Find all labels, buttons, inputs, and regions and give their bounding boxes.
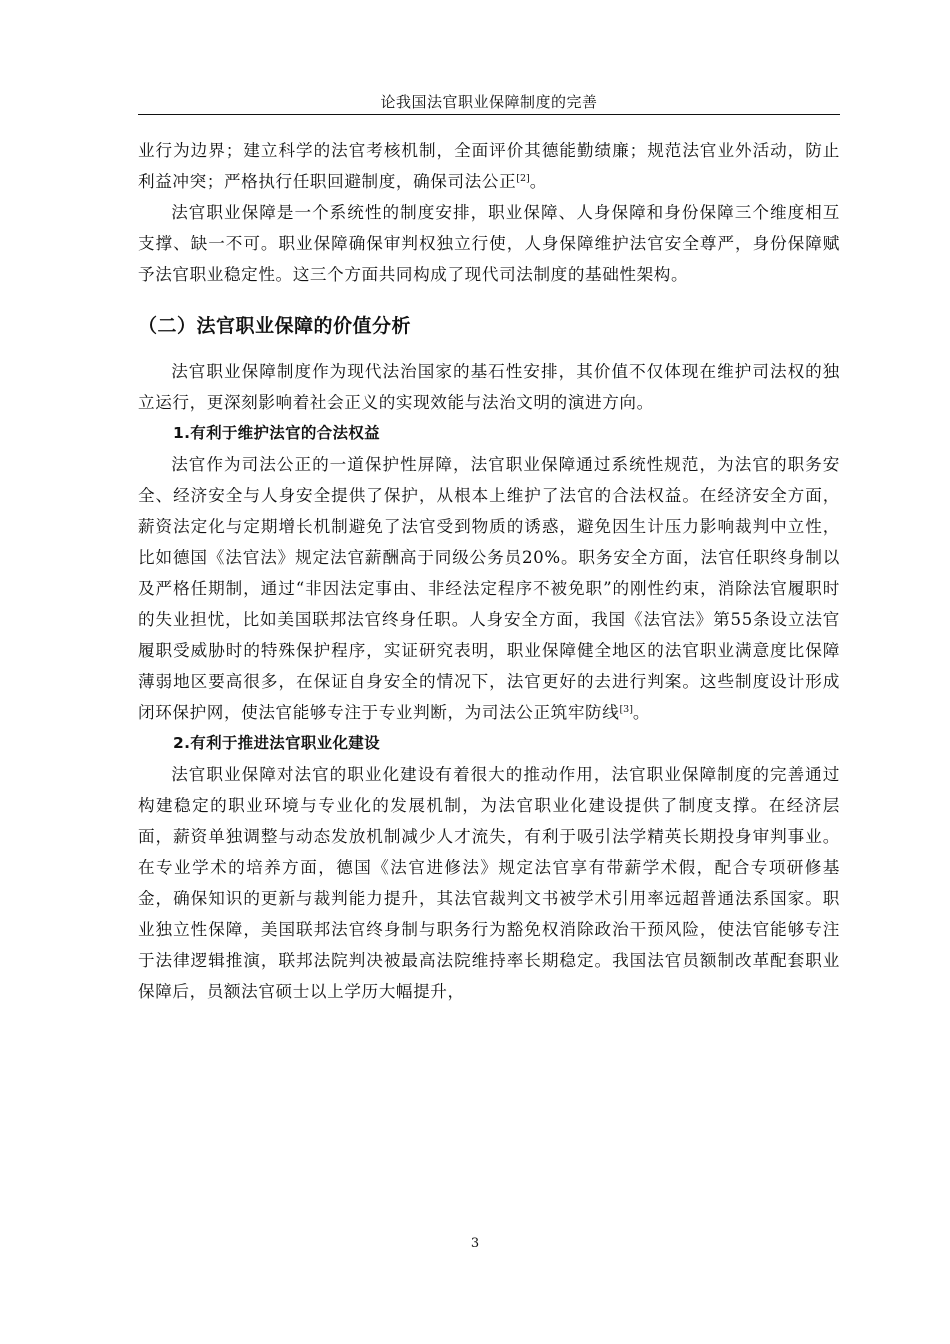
- paragraph-intro: 法官职业保障制度作为现代法治国家的基石性安排，其价值不仅体现在维护司法权的独立运行，更深刻影响着社会正义的实现效能与法治文明的演进方向。: [138, 362, 840, 412]
- section-heading: （二）法官职业保障的价值分析: [138, 315, 412, 337]
- subsection-heading-2: 2.有利于推进法官职业化建设: [173, 734, 380, 752]
- paragraph-rights: [138, 449, 840, 728]
- paragraph-professionalization: 法官职业保障对法官的职业化建设有着很大的推动作用，法官职业保障制度的完善通过构建稳定的职业环境与专业化的发展机制，为法官职业化建设提供了制度支撑。在经济层面，薪资单独调整与动态发放机制减少人才流失，有利于吸引法学精英长期投身审判事业。在专业学术的培养方面，德国《法官进修法》规定法官享有带薪学术假，配合专项研修基金，确保知识的更新与裁判能力提升，其法官裁判文书被学术引用率远超普通法系国家。职业独立性保障，美国联邦法官终身制与职务行为豁免权消除政治干预风险，使法官能够专注于法律逻辑推演，联邦法院判决被最高法院维持率长期稳定。我国法官员额制改革配套职业保障后，员额法官硕士以上学历大幅提升，: [138, 765, 840, 1001]
- page-body: [138, 135, 840, 1007]
- paragraph-continuation: [138, 135, 840, 197]
- paragraph-end: 。: [632, 703, 651, 722]
- subsection-heading-1: 1.有利于维护法官的合法权益: [173, 424, 380, 442]
- page-number: 3: [470, 1236, 480, 1251]
- paragraph-end: 。: [529, 172, 547, 191]
- citation-ref: [3]: [619, 704, 633, 715]
- running-header: 论我国法官职业保障制度的完善: [380, 93, 598, 111]
- header-divider: [138, 114, 840, 115]
- paragraph-summary: 法官职业保障是一个系统性的制度安排，职业保障、人身保障和身份保障三个维度相互支撑、缺一不可。职业保障确保审判权独立行使，人身保障维护法官安全尊严，身份保障赋予法官职业稳定性。这三个方面共同构成了现代司法制度的基础性架构。: [138, 203, 840, 284]
- citation-ref: [2]: [516, 173, 530, 184]
- paragraph-text: 业行为边界；建立科学的法官考核机制，全面评价其德能勤绩廉；规范法官业外活动，防止利益冲突；严格执行任职回避制度，确保司法公正: [138, 141, 840, 191]
- paragraph-text: 法官作为司法公正的一道保护性屏障，法官职业保障通过系统性规范，为法官的职务安全、经济安全与人身安全提供了保护，从根本上维护了法官的合法权益。在经济安全方面，薪资法定化与定期增长机制避免了法官受到物质的诱惑，避免因生计压力影响裁判中立性，比如德国《法官法》规定法官薪酬高于同级公务员20%。职务安全方面，法官任职终身制以及严格任期制，通过“非因法定事由、非经法定程序不被免职”的刚性约束，消除法官履职时的失业担忧，比如美国联邦法官终身任职。人身安全方面，我国《法官法》第55条设立法官履职受威胁时的特殊保护程序，实证研究表明，职业保障健全地区的法官职业满意度比保障薄弱地区要高很多，在保证自身安全的情况下，法官更好的去进行判案。这些制度设计形成闭环保护网，使法官能够专注于专业判断，为司法公正筑牢防线: [138, 455, 840, 722]
